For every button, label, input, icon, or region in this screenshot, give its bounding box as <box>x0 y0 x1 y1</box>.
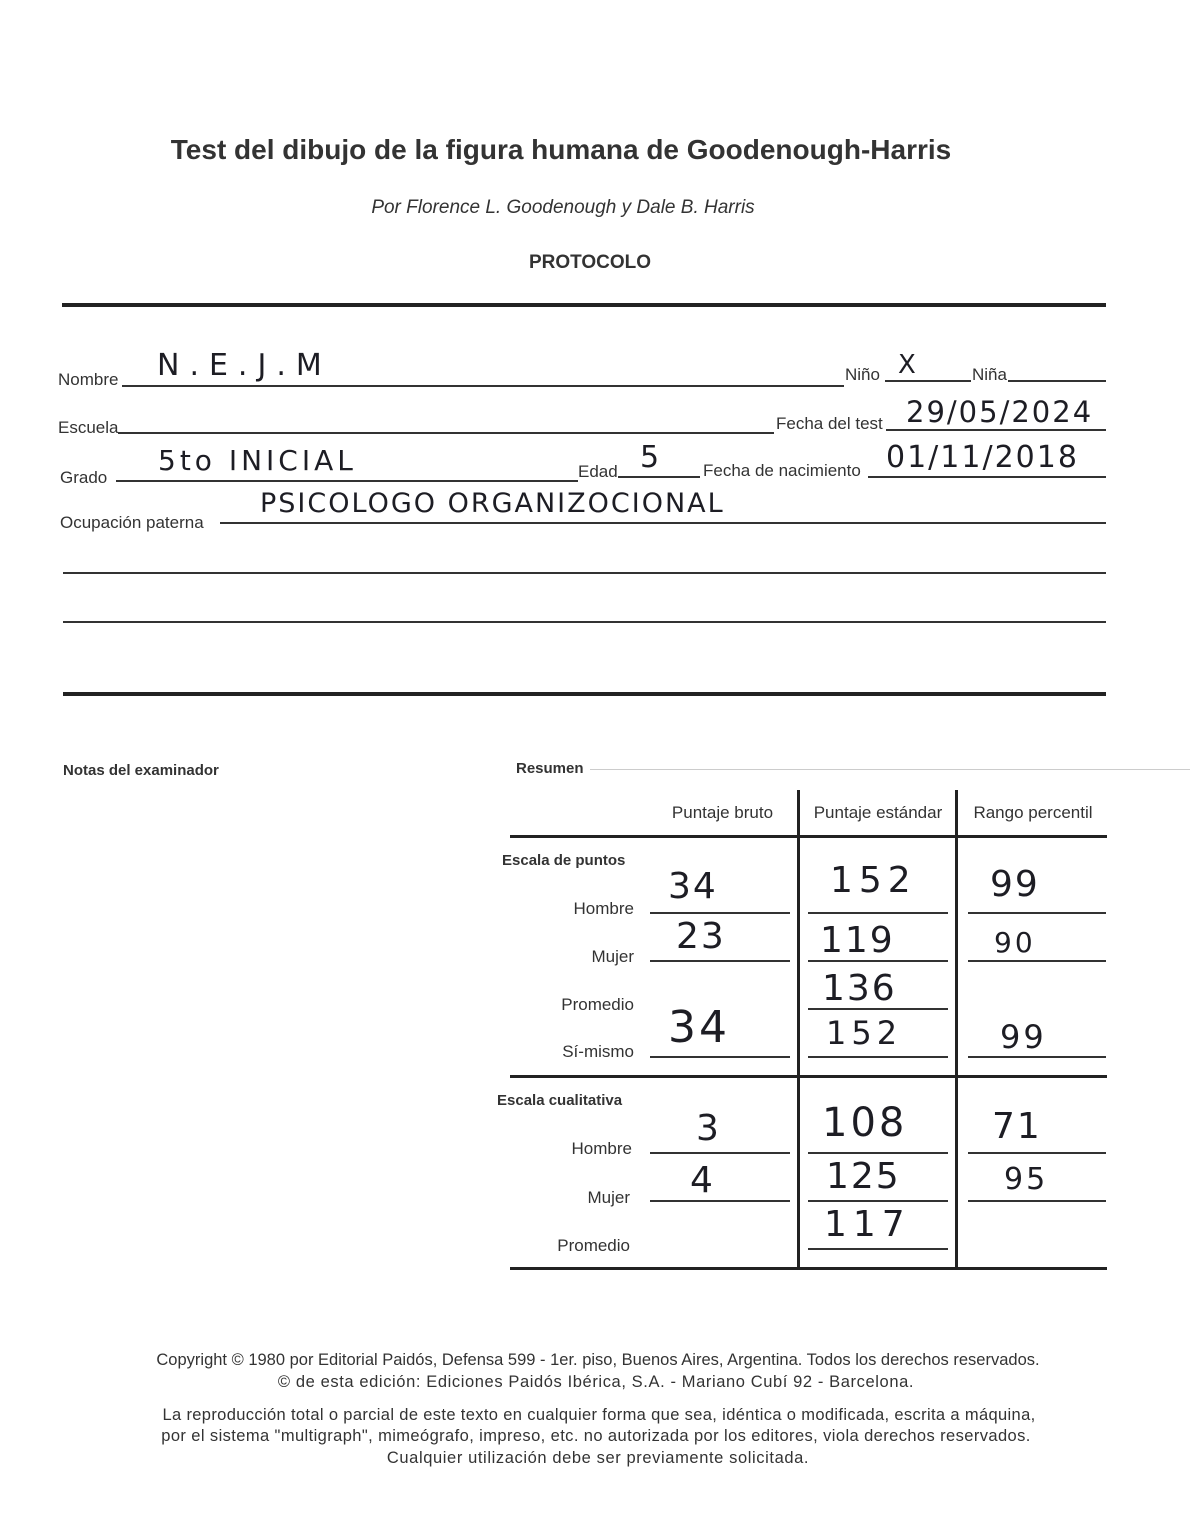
summary-label: Resumen <box>516 760 584 777</box>
puntos-row-label: Mujer <box>591 947 634 966</box>
grado-label: Grado <box>60 468 108 487</box>
puntos-mujer-estandar: 119 <box>820 920 895 961</box>
section-heading: PROTOCOLO <box>528 252 652 273</box>
fecha-test-label: Fecha del test <box>776 414 883 433</box>
nombre-line <box>122 385 844 387</box>
cell-line <box>650 1200 790 1202</box>
ocupacion-value: PSICOLOGO ORGANIZOCIONAL <box>260 488 725 519</box>
cual-mujer-estandar: 125 <box>826 1156 901 1197</box>
document-authors: Por Florence L. Goodenough y Dale B. Harris <box>371 197 755 218</box>
puntos-row-label: Hombre <box>573 899 634 918</box>
top-divider <box>62 303 1106 307</box>
notice-line-3: Cualquier utilización debe ser previamente solicitada. <box>386 1449 810 1467</box>
cual-mujer-bruto: 4 <box>690 1160 715 1201</box>
cell-line <box>968 1152 1106 1154</box>
nino-line <box>885 380 971 382</box>
cell-line <box>968 1200 1106 1202</box>
table-bottom-rule <box>510 1267 1107 1270</box>
edad-label: Edad <box>578 462 618 481</box>
cual-hombre-bruto: 3 <box>696 1108 721 1149</box>
cual-row-label: Promedio <box>557 1236 630 1255</box>
notice-line-1: La reproducción total o parcial de este texto en cualquier forma que sea, idéntica o modificada, escrita a máquina, <box>162 1406 1036 1424</box>
cell-line <box>650 912 790 914</box>
fecha-test-value: 29/05/2024 <box>906 395 1094 429</box>
cual-promedio-estandar: 117 <box>824 1204 911 1245</box>
nino-value: X <box>898 350 919 380</box>
notes-label: Notas del examinador <box>63 762 219 779</box>
cell-line <box>968 1056 1106 1058</box>
cell-line <box>808 1152 948 1154</box>
table-section-rule <box>510 1075 1107 1078</box>
summary-faint-rule <box>590 769 1190 770</box>
nombre-label: Nombre <box>58 370 119 389</box>
extra-line-2 <box>63 621 1106 623</box>
col-head-bruto: Puntaje bruto <box>671 803 774 822</box>
puntos-simismo-percentil: 99 <box>1000 1018 1047 1056</box>
escala-puntos-label: Escala de puntos <box>502 852 626 869</box>
fecha-nac-line <box>868 476 1106 478</box>
puntos-promedio-estandar: 136 <box>822 968 897 1009</box>
cual-hombre-estandar: 108 <box>822 1100 908 1146</box>
cual-hombre-percentil: 71 <box>992 1106 1042 1147</box>
cual-mujer-percentil: 95 <box>1004 1162 1049 1197</box>
escuela-label: Escuela <box>58 418 119 437</box>
cell-line <box>968 960 1106 962</box>
puntos-hombre-estandar: 152 <box>830 860 917 901</box>
col-head-estandar: Puntaje estándar <box>813 803 943 822</box>
escuela-line <box>118 432 774 434</box>
ocupacion-line <box>220 522 1106 524</box>
puntos-mujer-percentil: 90 <box>994 926 1036 959</box>
cell-line <box>808 1248 948 1250</box>
table-header-rule <box>510 835 1107 838</box>
escala-cualitativa-label: Escala cualitativa <box>497 1092 623 1109</box>
puntos-row-label: Promedio <box>561 995 634 1014</box>
ocupacion-label: Ocupación paterna <box>60 513 204 532</box>
table-vline-1 <box>797 790 800 1268</box>
grado-value: 5to INICIAL <box>158 444 357 477</box>
nino-label: Niño <box>845 365 880 384</box>
copyright-line-2: © de esta edición: Ediciones Paidós Ibérica, S.A. - Mariano Cubí 92 - Barcelona. <box>277 1373 915 1391</box>
grado-line <box>116 480 578 482</box>
copyright-line-1: Copyright © 1980 por Editorial Paidós, Defensa 599 - 1er. piso, Buenos Aires, Argentina. Todos los derechos reservados. <box>156 1351 1040 1369</box>
cell-line <box>650 1152 790 1154</box>
col-head-percentil: Rango percentil <box>973 803 1093 822</box>
puntos-row-label: Sí-mismo <box>562 1042 634 1061</box>
puntos-mujer-bruto: 23 <box>676 916 726 957</box>
cell-line <box>808 912 948 914</box>
puntos-simismo-bruto: 34 <box>668 1002 730 1053</box>
cell-line <box>808 1056 948 1058</box>
nombre-value: N.E.J.M <box>157 348 332 383</box>
edad-line <box>618 476 700 478</box>
nina-line <box>1008 380 1106 382</box>
cell-line <box>968 912 1106 914</box>
notice-line-2: por el sistema "multigraph", mimeógrafo, impreso, etc. no autorizada por los editores, viola derechos reservados. <box>161 1427 1031 1445</box>
cell-line <box>650 960 790 962</box>
extra-line-1 <box>63 572 1106 574</box>
fecha-nac-label: Fecha de nacimiento <box>703 461 861 480</box>
edad-value: 5 <box>640 440 663 475</box>
cual-row-label: Mujer <box>587 1188 630 1207</box>
cell-line <box>650 1056 790 1058</box>
fecha-test-line <box>886 429 1106 431</box>
bottom-divider <box>63 692 1106 696</box>
puntos-hombre-bruto: 34 <box>668 866 718 907</box>
puntos-simismo-estandar: 152 <box>826 1014 903 1052</box>
nina-label: Niña <box>972 365 1007 384</box>
table-vline-2 <box>955 790 958 1268</box>
fecha-nac-value: 01/11/2018 <box>886 440 1079 475</box>
cual-row-label: Hombre <box>571 1139 632 1158</box>
document-title: Test del dibujo de la figura humana de Goodenough-Harris <box>170 134 952 165</box>
cell-line <box>808 1200 948 1202</box>
puntos-hombre-percentil: 99 <box>990 864 1040 905</box>
